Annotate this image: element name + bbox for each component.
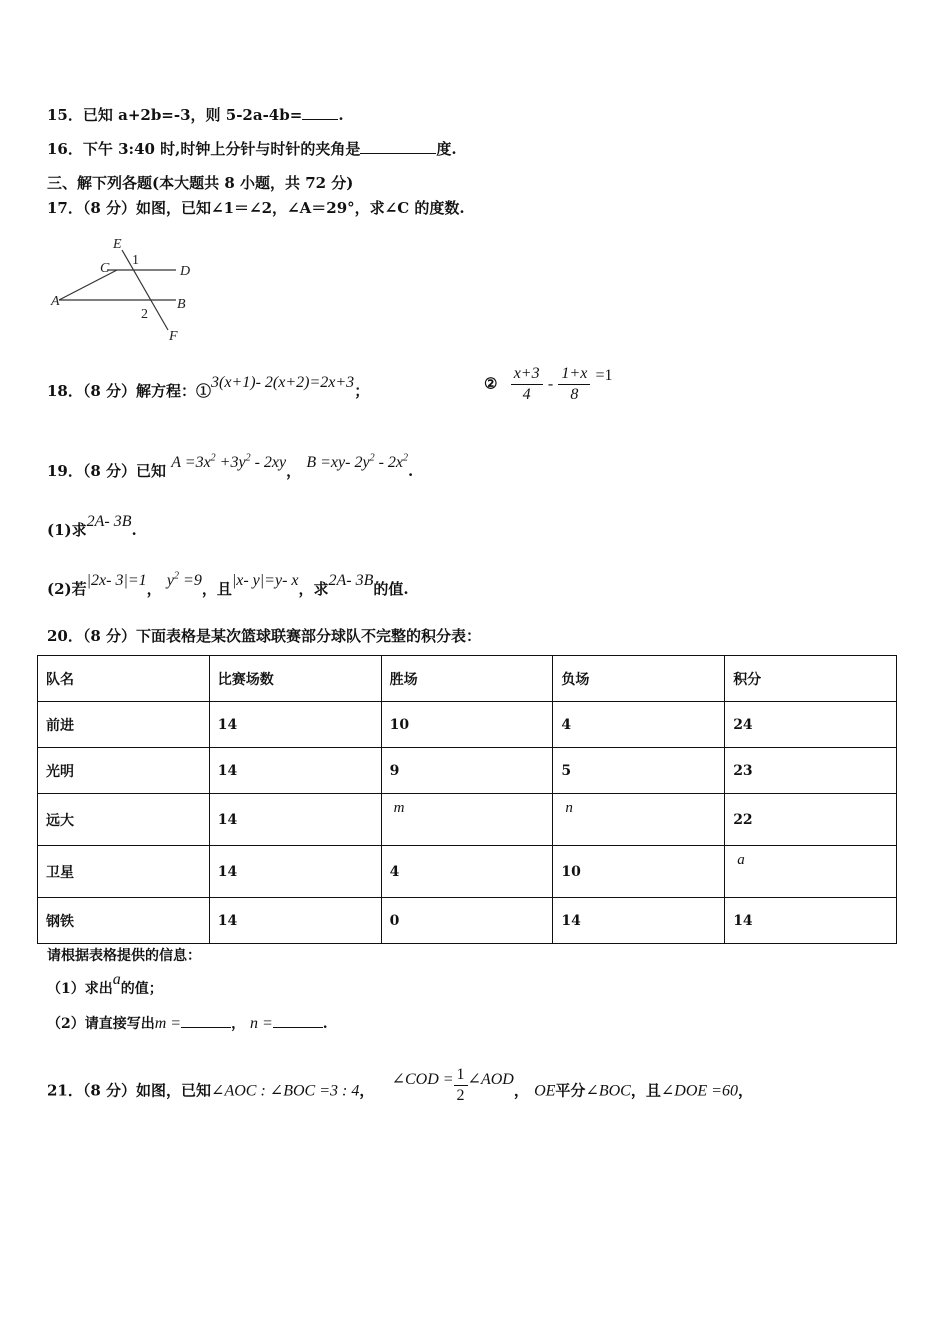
q21-half-num: 1: [454, 1066, 468, 1086]
q19-p2-condition-1: |2x- 3|=1: [86, 572, 147, 589]
q19-p2-comma1: ，: [146, 580, 162, 598]
question-19-part-1: [47, 513, 137, 540]
q19-p2-label: (2)若: [47, 580, 87, 598]
q21-prefix: 21．（8 分）如图，已知: [47, 1081, 212, 1100]
q19-A-sup2: 2: [245, 452, 251, 464]
table-row: [38, 846, 897, 898]
q21-comma2: ，: [513, 1081, 529, 1100]
q21-half-fraction: [454, 1066, 468, 1105]
q18-rhs: =1: [595, 366, 613, 384]
q21-aod: ∠AOD: [467, 1070, 514, 1088]
q18-f2-numerator: 1+x: [558, 365, 590, 385]
q18-f2-denominator: 8: [570, 386, 579, 403]
question-18: [47, 374, 370, 401]
m-answer-blank[interactable]: [181, 1013, 231, 1028]
label-A: A: [51, 294, 60, 309]
q21-boc: ∠BOC: [585, 1082, 631, 1100]
q19-p2-condition-3: |x- y|=y- x: [231, 572, 299, 589]
q21-comma1: ，: [359, 1081, 375, 1100]
q19-B-sup1: 2: [369, 452, 375, 464]
q20-s2-end: .: [322, 1016, 328, 1032]
q20-info: 请根据表格提供的信息：: [47, 948, 201, 964]
q19-comma: ，: [286, 462, 302, 480]
cell-losses-variable: n: [553, 794, 725, 846]
q19-B-sup2: 2: [403, 452, 408, 464]
q20-subquestion-1: [47, 971, 163, 998]
question-21: [47, 1066, 753, 1111]
q19-B-mid: - 2x: [374, 454, 403, 471]
q21-cod: ∠COD =: [391, 1070, 454, 1088]
q18-f1-denominator: 4: [522, 386, 531, 403]
q21-end: ，: [737, 1081, 753, 1100]
q19-p1-end: .: [131, 521, 137, 539]
q18-equation-1: 3(x+1)- 2(x+2)=2x+3: [211, 374, 355, 391]
label-D: D: [180, 264, 191, 279]
cell-points: 23: [725, 748, 897, 794]
q19-p1-expression: 2A- 3B: [86, 513, 132, 530]
cell-points: 24: [725, 702, 897, 748]
cell-games: 14: [209, 846, 381, 898]
question-18-part-2: [484, 365, 613, 404]
q18-fraction-2: [558, 365, 590, 404]
cell-wins: 10: [381, 702, 553, 748]
header-team: 队名: [38, 656, 210, 702]
q20-s2-n: n =: [249, 1015, 273, 1032]
cell-losses: 5: [553, 748, 725, 794]
q21-oe: OE: [534, 1082, 556, 1100]
label-B: B: [177, 297, 186, 312]
table-row: [38, 702, 897, 748]
header-losses: 负场: [553, 656, 725, 702]
q21-ratio: ∠AOC : ∠BOC =3 : 4: [211, 1082, 360, 1100]
question-20: 20．（8 分）下面表格是某次篮球联赛部分球队不完整的积分表：: [47, 627, 482, 645]
label-F: F: [169, 329, 178, 344]
q19-A-part: A =3x: [171, 454, 211, 471]
cell-games: 14: [209, 794, 381, 846]
q19-A-sup1: 2: [210, 452, 216, 464]
q19-end: .: [408, 462, 414, 480]
q20-s2-comma: ，: [231, 1016, 246, 1032]
cell-wins: 0: [381, 898, 553, 944]
question-15: [47, 104, 344, 125]
label-angle-1: 1: [132, 253, 139, 268]
cell-team: 前进: [38, 702, 210, 748]
cell-wins: 4: [381, 846, 553, 898]
cell-points-variable: a: [725, 846, 897, 898]
q20-s2-m: m =: [154, 1015, 182, 1032]
q19-p1-label: (1)求: [47, 521, 87, 539]
header-wins: 胜场: [381, 656, 553, 702]
label-E: E: [113, 237, 122, 252]
q18-fraction-1: [511, 365, 543, 404]
q19-A-expression: [171, 454, 286, 471]
q19-p2-end: 的值.: [373, 580, 409, 598]
q15-end: .: [338, 106, 344, 124]
q17-geometry-figure: [45, 232, 205, 347]
q19-B-part: B =xy- 2y: [306, 454, 370, 471]
cell-points: 14: [725, 898, 897, 944]
n-answer-blank[interactable]: [273, 1013, 323, 1028]
q21-bisect: 平分: [555, 1081, 586, 1100]
table-header-row: [38, 656, 897, 702]
q18-minus: -: [547, 375, 554, 393]
cell-losses: 4: [553, 702, 725, 748]
q19-p2-ask: ，求: [298, 580, 329, 598]
label-angle-2: 2: [141, 307, 148, 322]
q21-half-den: 2: [456, 1087, 465, 1104]
q21-and: ，且: [630, 1081, 661, 1100]
section-3-heading: 三、解下列各题(本大题共 8 小题，共 72 分): [47, 174, 354, 192]
cell-team: 钢铁: [38, 898, 210, 944]
question-17: 17．（8 分）如图，已知∠1＝∠2，∠A＝29°，求∠C 的度数.: [47, 199, 465, 217]
q16-answer-blank[interactable]: [360, 139, 436, 154]
cell-wins-variable: m: [381, 794, 553, 846]
q18-f1-numerator: x+3: [511, 365, 543, 385]
question-19: [47, 452, 414, 481]
cell-games: 14: [209, 702, 381, 748]
q19-A-end: - 2xy: [250, 454, 287, 471]
q19-p2-y: y: [166, 572, 175, 589]
q20-s1-variable: a: [112, 971, 121, 988]
question-16: [47, 138, 457, 159]
cell-team: 远大: [38, 794, 210, 846]
q20-s2-label: （2）请直接写出: [47, 1016, 155, 1032]
q15-answer-blank[interactable]: [302, 105, 338, 120]
q19-p2-ysup: 2: [174, 570, 180, 582]
q19-p2-yeq: =9: [179, 572, 202, 589]
q16-text: 16．下午 3:40 时,时钟上分针与时针的夹角是: [47, 140, 361, 158]
cell-losses: 10: [553, 846, 725, 898]
q19-prefix: 19．（8 分）已知: [47, 462, 167, 480]
q19-p2-and: ，且: [201, 580, 232, 598]
cell-points: 22: [725, 794, 897, 846]
score-table: [37, 655, 897, 944]
q16-end: 度.: [436, 140, 457, 158]
q19-B-expression: [306, 454, 408, 471]
q21-doe: ∠DOE =60: [660, 1082, 738, 1100]
header-games: 比赛场数: [209, 656, 381, 702]
q18-prefix: 18．（8 分）解方程：①: [47, 382, 212, 400]
label-C: C: [100, 261, 110, 276]
q20-subquestion-2: [47, 1013, 328, 1033]
cell-wins: 9: [381, 748, 553, 794]
table-row: [38, 748, 897, 794]
q18-circled-2: ②: [484, 374, 498, 393]
cell-team: 光明: [38, 748, 210, 794]
table-row: [38, 898, 897, 944]
cell-games: 14: [209, 898, 381, 944]
q20-s1-label: （1）求出: [47, 981, 113, 997]
cell-team: 卫星: [38, 846, 210, 898]
q19-p2-expression: 2A- 3B: [328, 572, 374, 589]
q15-text: 15．已知 a+2b=-3，则 5-2a-4b=: [47, 106, 303, 124]
cell-losses: 14: [553, 898, 725, 944]
question-19-part-2: [47, 570, 409, 599]
table-row: [38, 794, 897, 846]
q18-separator: ；: [354, 382, 370, 400]
header-points: 积分: [725, 656, 897, 702]
q19-p2-condition-2: [167, 572, 202, 589]
q20-s1-end: 的值；: [120, 981, 163, 997]
q19-A-mid: +3y: [215, 454, 246, 471]
cell-games: 14: [209, 748, 381, 794]
